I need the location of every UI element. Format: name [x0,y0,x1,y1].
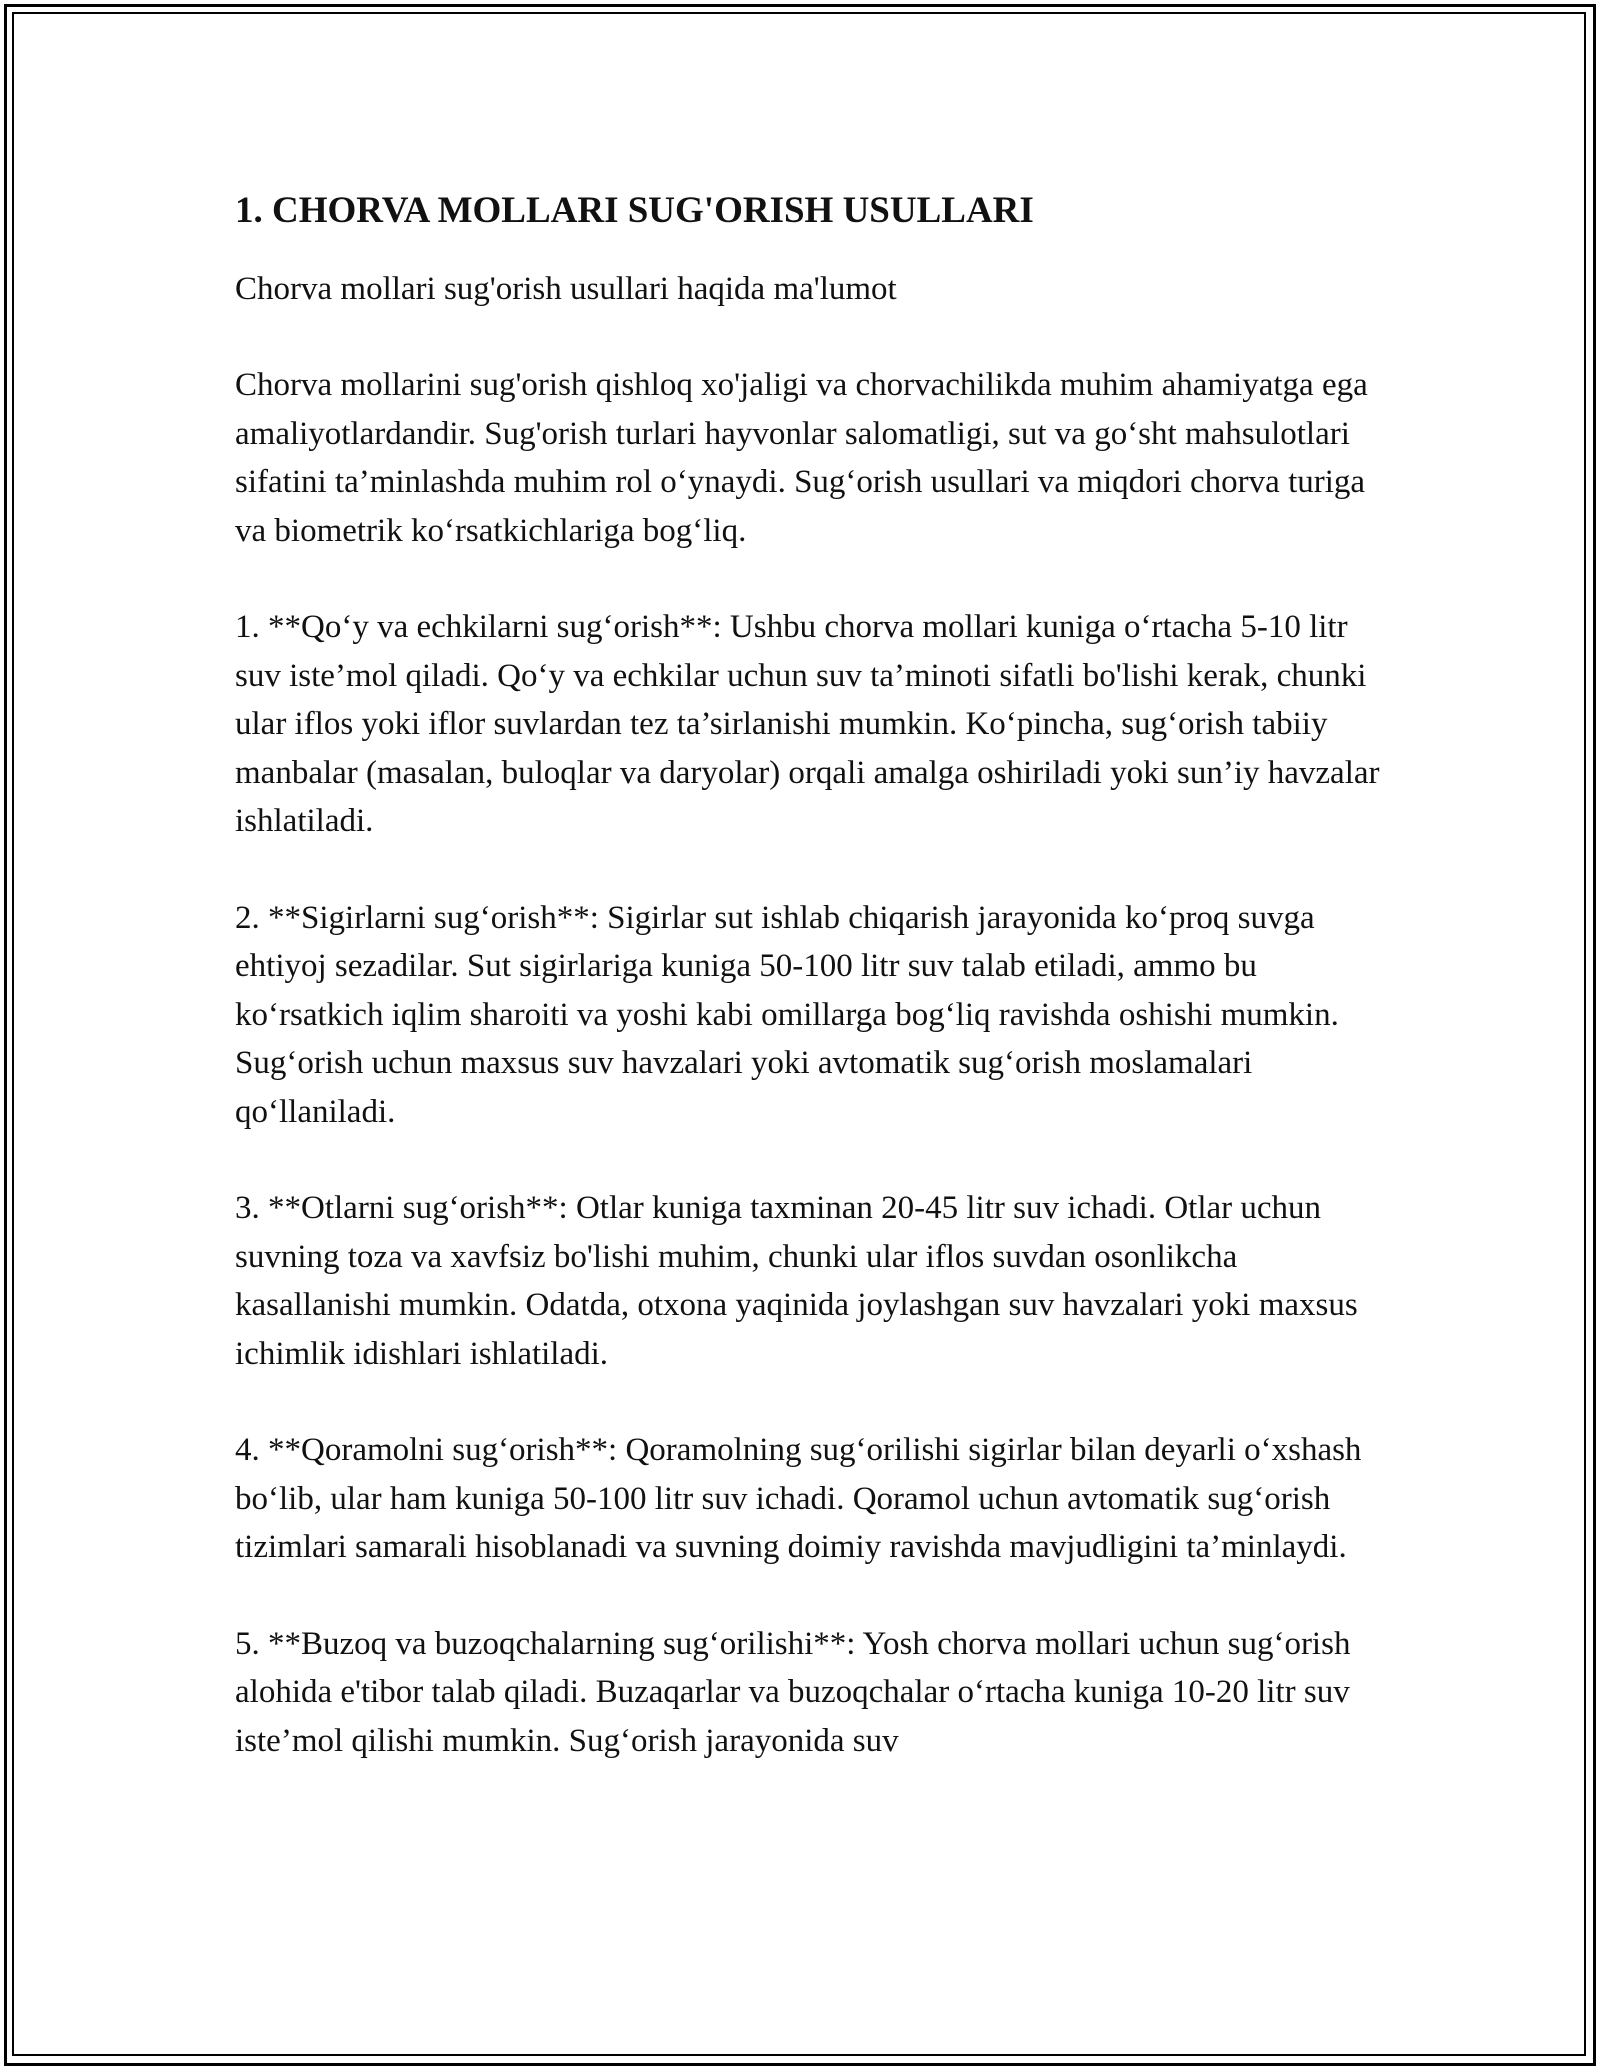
document-subtitle: Chorva mollari sug'orish usullari haqida ma'lumot [235,271,897,307]
paragraph-cattle: 4. **Qoramolni sug‘orish**: Qoramolning sug‘orilishi sigirlar bilan deyarli o‘xshash bo‘lib, ular ham kuniga 50-100 litr suv ichadi. Qoramol uchun avtomatik sug‘orish tizimlari samarali hisoblanadi va suvning doimiy ravishda mavjudligini ta’minlaydi. [235,1432,1362,1565]
paragraph-cows: 2. **Sigirlarni sug‘orish**: Sigirlar sut ishlab chiqarish jarayonida ko‘proq suvga ehtiyoj sezadilar. Sut sigirlariga kuniga 50-100 litr suv talab etiladi, ammo bu ko‘rsatkich iqlim sharoiti va yoshi kabi omillarga bog‘liq ravishda oshishi mumkin. Sug‘orish uchun maxsus suv havzalari yoki avtomatik sug‘orish moslamalari qo‘llaniladi. [235,899,1339,1130]
document-title: 1. CHORVA MOLLARI SUG'ORISH USULLARI [235,190,1034,231]
paragraph-intro: Chorva mollarini sug'orish qishloq xo'jaligi va chorvachilikda muhim ahamiyatga ega amaliyotlardandir. Sug'orish turlari hayvonlar salomatligi, sut va go‘sht mahsulotlari sifatini ta’minlashda muhim rol o‘ynaydi. Sug‘orish usullari va miqdori chorva turiga va biometrik ko‘rsatkichlariga bog‘liq. [235,367,1368,549]
paragraph-sheep-goats: 1. **Qo‘y va echkilarni sug‘orish**: Ushbu chorva mollari kuniga o‘rtacha 5-10 litr suv iste’mol qiladi. Qo‘y va echkilar uchun suv ta’minoti sifatli bo'lishi kerak, chunki ular iflos yoki iflor suvlardan tez ta’sirlanishi mumkin. Ko‘pincha, sug‘orish tabiiy manbalar (masalan, buloqlar va daryolar) orqali amalga oshiriladi yoki sun’iy havzalar ishlatiladi. [235,609,1380,839]
document-body [235,185,1395,1813]
paragraph-calves: 5. **Buzoq va buzoqchalarning sug‘orilishi**: Yosh chorva mollari uchun sug‘orish alohida e'tibor talab qiladi. Buzaqarlar va buzoqchalar o‘rtacha kuniga 10-20 litr suv iste’mol qilishi mumkin. Sug‘orish jarayonida suv [235,1625,1351,1759]
paragraph-horses: 3. **Otlarni sug‘orish**: Otlar kuniga taxminan 20-45 litr suv ichadi. Otlar uchun suvning toza va xavfsiz bo'lishi muhim, chunki ular iflos suvdan osonlikcha kasallanishi mumkin. Odatda, otxona yaqinida joylashgan suv havzalari yoki maxsus ichimlik idishlari ishlatiladi. [235,1190,1358,1372]
